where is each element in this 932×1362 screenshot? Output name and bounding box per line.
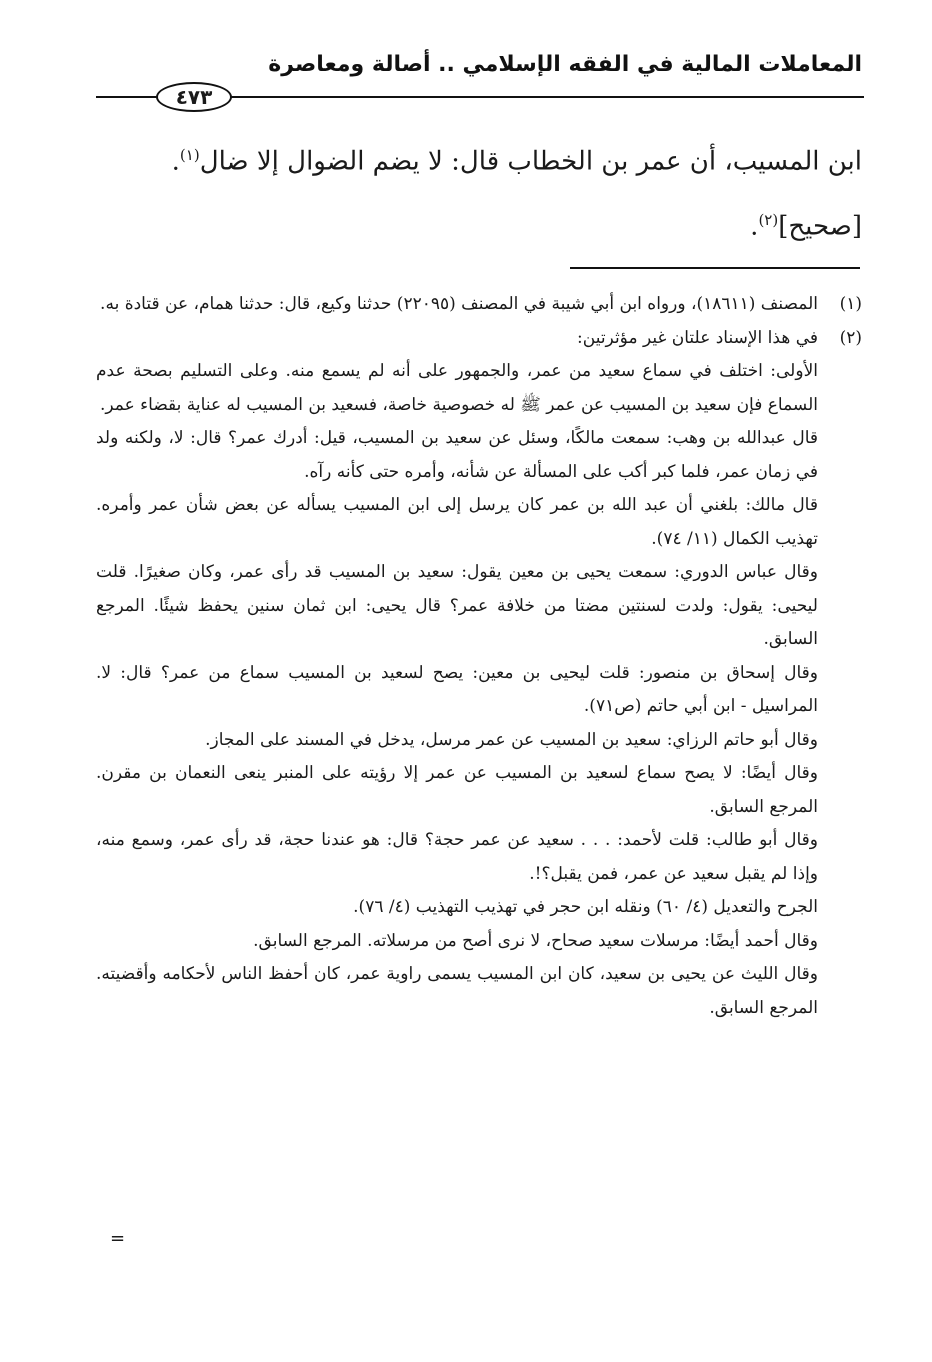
footnotes xyxy=(96,288,862,1025)
footnote-2-intro: في هذا الإسناد علتان غير مؤثرتين: xyxy=(577,327,818,348)
footnote-paragraph: وقال أبو طالب: قلت لأحمد: . . . سعيد عن عمر حجة؟ قال: هو عندنا حجة، قد رأى عمر، وسمع منه، وإذا لم يقبل سعيد عن عمر، فمن يقبل؟!. xyxy=(96,830,818,884)
footnote-ref-2: (٢) xyxy=(758,210,779,229)
main-line-2-end: . xyxy=(750,211,759,242)
footnote-paragraph: وقال أيضًا: لا يصح سماع لسعيد بن المسيب عن عمر إلا رؤيته على المنبر ينعى النعمان بن مقرن. المرجع السابق. xyxy=(96,763,818,817)
footnote-paragraph: وقال عباس الدوري: سمعت يحيى بن معين يقول: سعيد بن المسيب قد رأى عمر، وكان صغيرًا. قلت ليحيى: يقول: ولدت لسنتين مضتا من خلافة عمر؟ قال يحيى: ابن ثمان سنين يحفظ شيئًا. المرجع السابق. xyxy=(96,562,818,649)
footnote-ref-1: (١) xyxy=(179,146,200,164)
main-text xyxy=(96,135,862,246)
continuation-mark: = xyxy=(110,1228,126,1249)
main-line-1-end: . xyxy=(171,146,180,177)
main-line-1 xyxy=(96,135,862,182)
footnote-2 xyxy=(96,322,862,356)
footnote-paragraph: وقال إسحاق بن منصور: قلت ليحيى بن معين: يصح لسعيد بن المسيب سماع من عمر؟ قال: لا. المراسيل - ابن أبي حاتم (ص٧١). xyxy=(96,662,818,716)
main-line-1-text: ابن المسيب، أن عمر بن الخطاب قال: لا يضم الضوال إلا ضال xyxy=(199,146,862,177)
footnote-paragraph: وقال أبو حاتم الرزاي: سعيد بن المسيب عن عمر مرسل، يدخل في المسند على المجاز. xyxy=(205,729,818,750)
footnote-paragraph: الجرح والتعديل (٤/ ٦٠) ونقله ابن حجر في تهذيب التهذيب (٤/ ٧٦). xyxy=(353,897,818,917)
footnote-paragraph: وقال أحمد أيضًا: مرسلات سعيد صحاح، لا نرى أصح من مرسلاته. المرجع السابق. xyxy=(253,930,818,951)
footnote-paragraph: وقال الليث عن يحيى بن سعيد، كان ابن المسيب يسمى راوية عمر، كان أحفظ الناس لأحكامه وأقضيته. المرجع السابق. xyxy=(96,964,818,1018)
footnote-paragraph: قال عبدالله بن وهب: سمعت مالكًا، وسئل عن سعيد بن المسيب، قيل: أدرك عمر؟ قال: لا، ولكنه ولد في زمان عمر، فلما كبر أكب على المسألة عن شأنه، وأمره حتى كأنه رآه. xyxy=(96,428,818,482)
footnote-1-text: المصنف (١٨٦١١)، ورواه ابن أبي شيبة في المصنف (٢٢٠٩٥) حدثنا وكيع، قال: حدثنا همام، عن قتادة به. xyxy=(100,294,818,314)
footnote-paragraph: قال مالك: بلغني أن عبد الله بن عمر كان يرسل إلى ابن المسيب يسأله عن بعض شأن عمر وأمره. تهذيب الكمال (١١/ ٧٤). xyxy=(96,495,818,549)
main-line-2 xyxy=(96,200,862,247)
footnote-paragraph: الأولى: اختلف في سماع سعيد من عمر، والجمهور على أنه لم يسمع منه. وعلى التسليم بصحة عدم السماع فإن سعيد بن المسيب عن عمر ﷺ له خصوصية خاصة، فسعيد بن المسيب له عناية بقضاء عمر. xyxy=(96,361,818,415)
footnote-1-number: (١) xyxy=(839,294,862,314)
footnote-separator xyxy=(570,267,860,269)
footnote-1 xyxy=(96,288,862,322)
grading-label: [صحيح] xyxy=(778,211,862,242)
footnote-2-number: (٢) xyxy=(839,327,862,348)
running-title: المعاملات المالية في الفقه الإسلامي .. أصالة ومعاصرة xyxy=(268,52,862,77)
page-number: ٤٧٣ xyxy=(156,82,232,112)
